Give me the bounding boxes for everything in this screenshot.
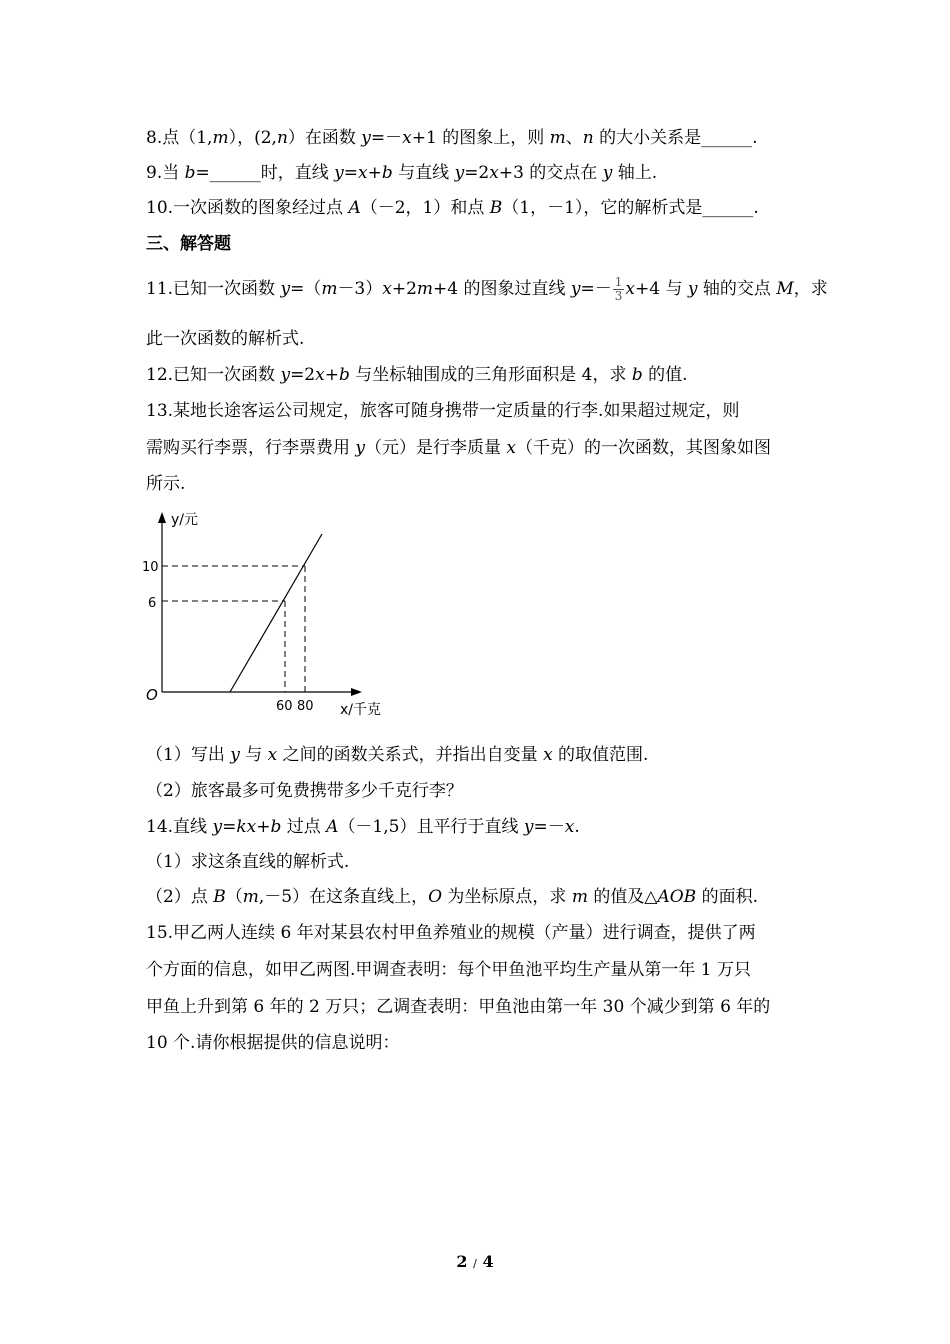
question-13-part1: （1）写出 y 与 x 之间的函数关系式，并指出自变量 x 的取值范围. <box>146 745 649 765</box>
y-axis-arrow <box>158 512 166 523</box>
section-title: 三、解答题 <box>146 234 231 254</box>
question-14-part1: （1）求这条直线的解析式. <box>146 852 350 872</box>
page-number <box>0 1252 950 1271</box>
question-14: 14.直线 y=kx+b 过点 A（－1,5）且平行于直线 y=－x. <box>146 817 580 837</box>
question-15-line3: 甲鱼上升到第 6 年的 2 万只；乙调查表明：甲鱼池由第一年 30 个减少到第 6 年的 <box>146 997 771 1017</box>
question-11: 11.已知一次函数 y=（m－3）x+2m+4 的图象过直线 y=－ $\frac{1}{3}$ x+4 与 y 轴的交点 M，求 <box>146 275 828 303</box>
question-13-line2: 需购买行李票，行李票费用 y（元）是行李质量 x（千克）的一次函数，其图象如图 <box>146 438 772 458</box>
origin-label: O <box>146 686 158 704</box>
question-9: 9.当 b=______时，直线 y=x+b 与直线 y=2x+3 的交点在 y 轴上. <box>146 163 658 183</box>
question-8: 8.点（1,m），(2,n）在函数 y=－x+1 的图象上，则 m、n 的大小关系是______. <box>146 128 758 148</box>
question-10: 10.一次函数的图象经过点 A（－2，1）和点 B（1，－1），它的解析式是______. <box>146 198 759 218</box>
x-axis-arrow <box>351 688 362 696</box>
y-tick-6: 6 <box>148 596 157 611</box>
page-total: 4 <box>482 1252 494 1271</box>
x-axis-label: x/千克 <box>340 702 382 718</box>
luggage-fee-graph <box>140 505 400 720</box>
page-current: 2 <box>456 1252 468 1271</box>
question-14-part2: （2）点 B（m,－5）在这条直线上，O 为坐标原点，求 m 的值及△AOB 的面积. <box>146 887 758 907</box>
question-13-part2: （2）旅客最多可免费携带多少千克行李？ <box>146 781 463 801</box>
fraction-numerator: 1 <box>614 275 623 289</box>
fraction-denominator: 3 <box>614 289 623 303</box>
question-13-line3: 所示. <box>146 474 186 494</box>
x-tick-60: 60 <box>276 699 293 714</box>
y-axis-label: y/元 <box>171 512 199 528</box>
question-15-line4: 10 个.请你根据提供的信息说明： <box>146 1033 400 1053</box>
question-12: 12.已知一次函数 y=2x+b 与坐标轴围成的三角形面积是 4，求 b 的值. <box>146 365 688 385</box>
question-15-line1: 15.甲乙两人连续 6 年对某县农村甲鱼养殖业的规模（产量）进行调查，提供了两 <box>146 923 756 943</box>
question-15-line2: 个方面的信息，如甲乙两图.甲调查表明：每个甲鱼池平均生产量从第一年 1 万只 <box>146 960 752 980</box>
x-tick-80: 80 <box>297 699 314 714</box>
guide-lines <box>162 566 305 692</box>
page-separator: / <box>473 1257 477 1270</box>
question-11-cont: 此一次函数的解析式. <box>146 329 305 349</box>
function-line <box>230 534 322 692</box>
question-13-line1: 13.某地长途客运公司规定，旅客可随身携带一定质量的行李.如果超过规定，则 <box>146 401 740 421</box>
fraction-one-third <box>613 276 625 303</box>
y-tick-10: 10 <box>142 560 159 575</box>
